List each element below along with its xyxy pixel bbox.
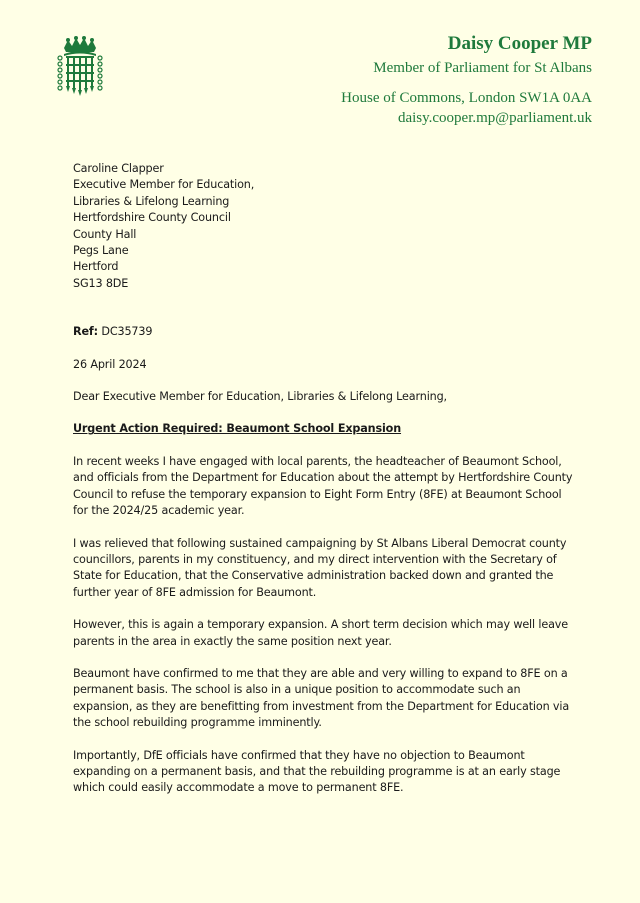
letter-date: 26 April 2024 <box>73 357 147 371</box>
recipient-title-2: Libraries & Lifelong Learning <box>73 194 230 208</box>
recipient-town: Hertford <box>73 260 119 274</box>
letter-body <box>73 161 573 797</box>
letterhead <box>341 32 592 128</box>
paragraph-1: In recent weeks I have engaged with local parents, the headteacher of Beaumont School, and officials from the Department for Education about the attempt by Hertfordshire County Council to refuse the temporary expansion to Eight Form Entry (8FE) at Beaumont School for the 2024/25 academic year. <box>73 454 573 518</box>
recipient-building: County Hall <box>73 227 137 241</box>
salutation: Dear Executive Member for Education, Libraries & Lifelong Learning, <box>73 390 447 404</box>
mp-email[interactable]: daisy.cooper.mp@parliament.uk <box>397 110 592 126</box>
mp-address: House of Commons, London SW1A 0AA <box>341 90 592 106</box>
mp-role: Member of Parliament for St Albans <box>373 60 592 76</box>
recipient-name: Caroline Clapper <box>73 162 164 175</box>
recipient-title-1: Executive Member for Education, <box>73 178 255 192</box>
paragraph-3: However, this is again a temporary expansion. A short term decision which may well leave parents in the area in exactly the same position next year. <box>73 618 568 648</box>
paragraph-5: Importantly, DfE officials have confirmed that they have no objection to Beaumont expanding on a permanent basis, and that the rebuilding programme is at an early stage which could easily accommodate a move to permanent 8FE. <box>73 748 561 795</box>
recipient-address <box>73 161 573 292</box>
recipient-street: Pegs Lane <box>73 244 129 258</box>
recipient-org: Hertfordshire County Council <box>73 211 231 225</box>
subject-line: Urgent Action Required: Beaumont School Expansion <box>73 422 402 436</box>
reference-value: DC35739 <box>97 325 153 339</box>
mp-name: Daisy Cooper MP <box>447 33 592 54</box>
portcullis-icon <box>56 36 104 96</box>
reference <box>73 324 573 340</box>
paragraph-2: I was relieved that following sustained campaigning by St Albans Liberal Democrat county councillors, parents in my constituency, and my direct intervention with the Secretary of State for Education, that the Conservative administration backed down and granted the further year of 8FE admission for Beaumont. <box>73 536 567 599</box>
paragraph-4: Beaumont have confirmed to me that they are able and very willing to expand to 8FE on a permanent basis. The school is also in a unique position to accommodate such an expansion, as they are benefitting from investment from the Department for Education via the school rebuilding programme imminently. <box>73 666 570 730</box>
recipient-postcode: SG13 8DE <box>73 276 129 290</box>
reference-label: Ref: <box>73 325 98 339</box>
